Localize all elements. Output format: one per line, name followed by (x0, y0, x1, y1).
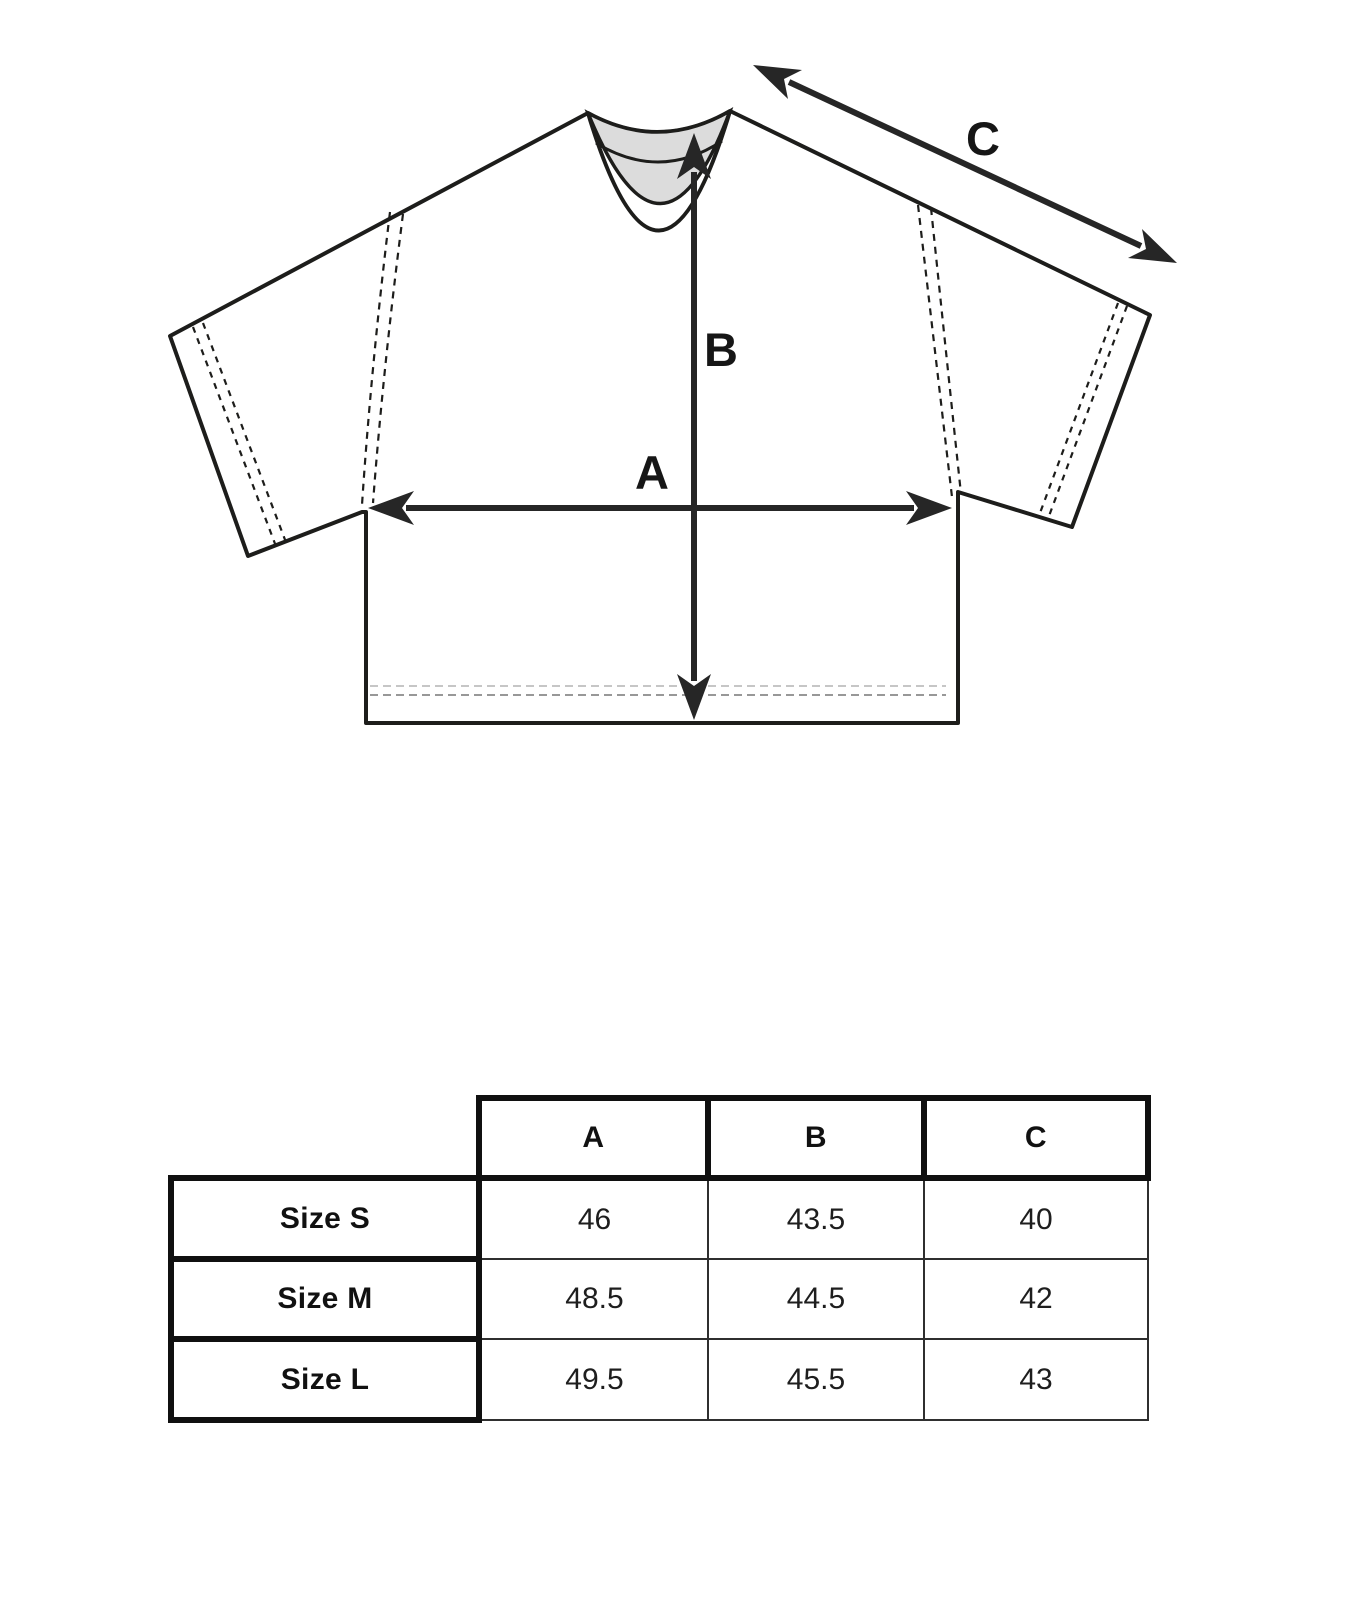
table-row-size-s (171, 1178, 1148, 1259)
cell-s-a: 46 (479, 1178, 708, 1259)
cell-s-b: 43.5 (708, 1178, 924, 1259)
label-c: C (966, 112, 1000, 165)
cell-l-b: 45.5 (708, 1339, 924, 1420)
cell-m-b: 44.5 (708, 1259, 924, 1339)
row-label-size-m: Size M (171, 1259, 479, 1339)
cell-l-a: 49.5 (479, 1339, 708, 1420)
table-header-a: A (479, 1098, 708, 1178)
table-row-size-m (171, 1259, 1148, 1339)
cell-m-a: 48.5 (479, 1259, 708, 1339)
table-header-b: B (708, 1098, 924, 1178)
cell-s-c: 40 (924, 1178, 1148, 1259)
table-header-c: C (924, 1098, 1148, 1178)
row-label-size-s: Size S (171, 1178, 479, 1259)
label-b: B (704, 323, 738, 376)
table-corner-cell (171, 1098, 479, 1178)
row-label-size-l: Size L (171, 1339, 479, 1420)
label-a: A (635, 446, 669, 499)
table-header-row (171, 1098, 1148, 1178)
cell-l-c: 43 (924, 1339, 1148, 1420)
size-table (168, 1095, 1151, 1423)
cell-m-c: 42 (924, 1259, 1148, 1339)
table-row-size-l (171, 1339, 1148, 1420)
